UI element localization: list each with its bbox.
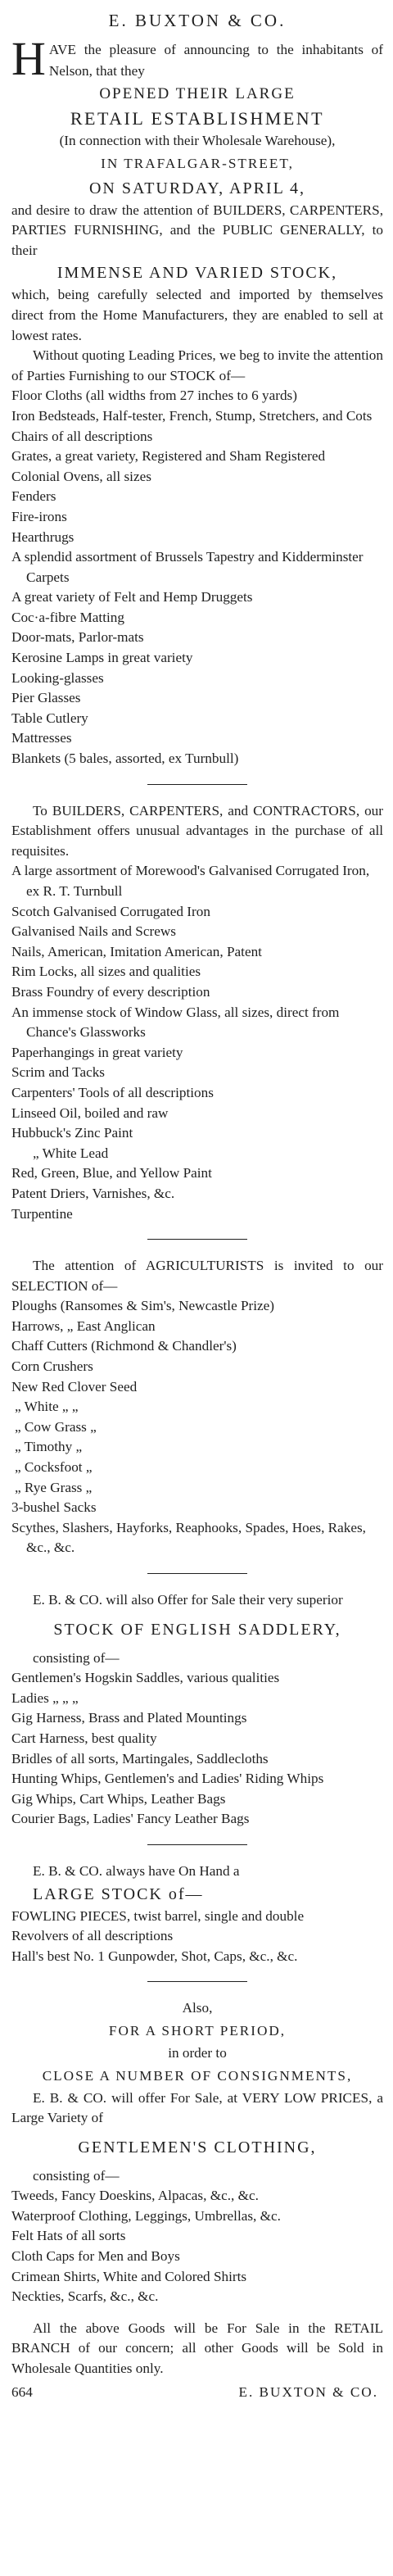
list-item: Courier Bags, Ladies' Fancy Leather Bags (11, 1811, 250, 1827)
list-item: A great variety of Felt and Hemp Druggets (11, 589, 253, 605)
list-item: Cloth Caps for Men and Boys (11, 2248, 180, 2265)
agriculture-intro: The attention of AGRICULTURISTS is invited to our SELECTION of— (11, 1258, 383, 1294)
list-item: Cart Harness, best quality (11, 1730, 157, 1746)
wholesale-connection-note: (In connection with their Wholesale Warehouse), (59, 133, 336, 148)
list-item: A large assortment of Morewood's Galvanised Corrugated Iron, ex R. T. Turnbull (11, 863, 370, 899)
list-item: Corn Crushers (11, 1358, 93, 1375)
clothing-offer: E. B. & CO. will offer For Sale, at VERY LOW PRICES, a Large Variety of (11, 2089, 383, 2126)
list-item: Fenders (11, 488, 56, 505)
list-item: Grates, a great variety, Registered and Sham Registered (11, 448, 326, 465)
agriculture-list (11, 1296, 383, 1558)
furnishing-list (11, 386, 383, 769)
firearms-list (11, 1907, 383, 1967)
advert-number: 664 (11, 2383, 33, 2400)
saddlery-list (11, 1668, 383, 1830)
list-item: Floor Cloths (all widths from 27 inches to 6 yards) (11, 388, 297, 404)
list-item: Nails, American, Imitation American, Patent (11, 943, 262, 959)
list-item: Tweeds, Fancy Doeskins, Alpacas, &c., &c. (11, 2188, 259, 2204)
also-line: Also, (182, 2000, 213, 2016)
clothing-list (11, 2186, 383, 2307)
list-item: „ Timothy „ (15, 1439, 83, 1455)
opening-text: AVE the pleasure of announcing to the inhabitants of Nelson, that they (48, 42, 383, 79)
firm-heading: E. BUXTON & CO. (108, 11, 287, 30)
list-item: Table Cutlery (11, 710, 88, 726)
list-item: „ Rye Grass „ (15, 1479, 93, 1495)
list-item: Ladies „ „ „ (11, 1689, 79, 1706)
list-item: Hall's best No. 1 Gunpowder, Shot, Caps, &c., &c. (11, 1948, 298, 1964)
list-item: 3-bushel Sacks (11, 1499, 97, 1516)
list-item: FOWLING PIECES, twist barrel, single and double (11, 1907, 305, 1924)
import-paragraph: which, being carefully selected and imported by themselves direct from the Home Manufacturers, they are enabled to sell at lowest rates. (11, 287, 383, 343)
list-item: A splendid assortment of Brussels Tapestry and Kidderminster Carpets (11, 549, 364, 585)
attention-paragraph: and desire to draw the attention of BUILDERS, CARPENTERS, PARTIES FURNISHING, and the PUBLIC GENERALLY, to their (11, 202, 383, 258)
list-item: Felt Hats of all sorts (11, 2228, 126, 2244)
list-item: Red, Green, Blue, and Yellow Paint (11, 1165, 212, 1181)
list-item: Brass Foundry of every description (11, 983, 210, 1000)
list-item: Galvanised Nails and Screws (11, 923, 176, 940)
builders-list (11, 861, 383, 1224)
list-item: Coc·a-fibre Matting (11, 609, 124, 625)
list-item: „ White Lead (33, 1145, 109, 1161)
saddlery-consisting: consisting of— (33, 1649, 120, 1666)
list-item: Hearthrugs (11, 528, 75, 545)
opening-paragraph (11, 32, 383, 85)
list-item: Kerosine Lamps in great variety (11, 650, 193, 666)
list-item: New Red Clover Seed (11, 1378, 138, 1395)
list-item: „ Cow Grass „ (15, 1418, 97, 1435)
saddlery-intro: E. B. & CO. will also Offer for Sale their very superior (33, 1592, 343, 1608)
closing-paragraph: All the above Goods will be For Sale in the RETAIL BRANCH of our concern; all other Goods will be Sold in Wholesale Quantities only. (11, 2320, 383, 2377)
list-item: Scythes, Slashers, Hayforks, Reaphooks, Spades, Hoes, Rakes, &c., &c. (11, 1519, 366, 1556)
firearms-intro: E. B. & CO. always have On Hand a (33, 1862, 240, 1879)
list-item: Waterproof Clothing, Leggings, Umbrellas, &c. (11, 2207, 281, 2224)
list-item: Mattresses (11, 730, 72, 746)
furnishing-intro: Without quoting Leading Prices, we beg to invite the attention of Parties Furnishing to our STOCK of— (11, 347, 383, 383)
list-item: „ Cocksfoot „ (15, 1459, 93, 1476)
section-divider (147, 1573, 247, 1574)
list-item: Colonial Ovens, all sizes (11, 468, 151, 484)
list-item: Ploughs (Ransomes & Sim's, Newcastle Prize) (11, 1298, 275, 1314)
saddlery-heading: STOCK OF ENGLISH SADDLERY, (53, 1620, 341, 1639)
section-divider (147, 1239, 247, 1240)
short-period-line: FOR A SHORT PERIOD, (108, 2022, 287, 2039)
list-item: „ White „ „ (15, 1399, 79, 1415)
list-item: Scotch Galvanised Corrugated Iron (11, 903, 210, 919)
list-item: Chairs of all descriptions (11, 428, 153, 444)
list-item: Rim Locks, all sizes and qualities (11, 964, 201, 980)
opening-date: ON SATURDAY, APRIL 4, (88, 179, 306, 197)
section-divider (147, 784, 247, 785)
list-item: Blankets (5 bales, assorted, ex Turnbull) (11, 751, 239, 767)
builders-intro: To BUILDERS, CARPENTERS, and CONTRACTORS, our Establishment offers unusual advantages in the purchase of all requisites. (11, 802, 383, 859)
list-item: Scrim and Tacks (11, 1064, 105, 1081)
clothing-consisting: consisting of— (33, 2167, 120, 2184)
list-item: Hunting Whips, Gentlemen's and Ladies' Riding Whips (11, 1771, 324, 1787)
list-item: Neckties, Scarfs, &c., &c. (11, 2288, 159, 2305)
list-item: Turpentine (11, 1205, 73, 1222)
opened-heading: OPENED THEIR LARGE (99, 85, 296, 102)
list-item: Chaff Cutters (Richmond & Chandler's) (11, 1338, 237, 1354)
list-item: Gentlemen's Hogskin Saddles, various qualities (11, 1670, 280, 1686)
list-item: Iron Bedsteads, Half-tester, French, Stump, Stretchers, and Cots (11, 407, 373, 424)
list-item: Pier Glasses (11, 690, 81, 706)
list-item: Door-mats, Parlor-mats (11, 629, 144, 646)
street-line: IN TRAFALGAR-STREET, (101, 155, 294, 171)
firearms-heading: LARGE STOCK of— (33, 1884, 204, 1903)
signature-line (11, 2383, 383, 2403)
retail-establishment-heading: RETAIL ESTABLISHMENT (70, 108, 325, 129)
clothing-heading: GENTLEMEN'S CLOTHING, (78, 2138, 317, 2156)
drop-cap: H (11, 32, 46, 85)
list-item: Looking-glasses (11, 669, 104, 686)
section-divider (147, 1844, 247, 1845)
list-item: Fire-irons (11, 508, 67, 524)
list-item: Linseed Oil, boiled and raw (11, 1104, 169, 1121)
consignments-line: CLOSE A NUMBER OF CONSIGNMENTS, (42, 2067, 353, 2084)
list-item: Gig Harness, Brass and Plated Mountings (11, 1710, 247, 1726)
list-item: Crimean Shirts, White and Colored Shirts (11, 2268, 247, 2284)
list-item: Bridles of all sorts, Martingales, Saddlecloths (11, 1750, 269, 1766)
list-item: Hubbuck's Zinc Paint (11, 1125, 133, 1141)
in-order-line: in order to (168, 2044, 227, 2061)
list-item: Patent Driers, Varnishes, &c. (11, 1185, 175, 1201)
list-item: Revolvers of all descriptions (11, 1928, 174, 1944)
firm-signature: E. BUXTON & CO. (238, 2383, 378, 2400)
list-item: An immense stock of Window Glass, all sizes, direct from Chance's Glassworks (11, 1004, 340, 1041)
stock-heading: IMMENSE AND VARIED STOCK, (56, 264, 338, 283)
list-item: Harrows, „ East Anglican (11, 1317, 156, 1334)
list-item: Gig Whips, Cart Whips, Leather Bags (11, 1790, 226, 1807)
list-item: Paperhangings in great variety (11, 1044, 183, 1060)
list-item: Carpenters' Tools of all descriptions (11, 1084, 214, 1100)
section-divider (147, 1981, 247, 1982)
